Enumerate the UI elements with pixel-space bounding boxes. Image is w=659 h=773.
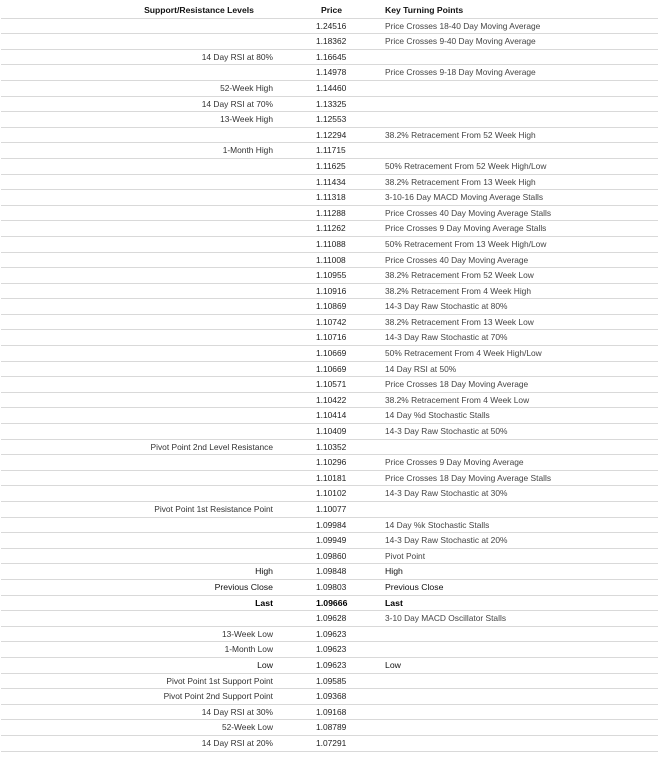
turning-point-cell: 50% Retracement From 52 Week High/Low (360, 158, 658, 174)
spacer-cell (277, 455, 304, 471)
level-cell (1, 533, 277, 549)
table-row (1, 470, 658, 486)
level-cell (1, 611, 277, 627)
turning-point-cell (360, 80, 658, 96)
level-cell (1, 486, 277, 502)
turning-point-cell: 50% Retracement From 13 Week High/Low (360, 236, 658, 252)
level-cell: 1-Month Low (1, 642, 277, 658)
level-cell (1, 18, 277, 34)
spacer-cell (277, 346, 304, 362)
turning-point-cell: 14 Day %k Stochastic Stalls (360, 517, 658, 533)
table-row (1, 268, 658, 284)
turning-point-cell: 14-3 Day Raw Stochastic at 50% (360, 424, 658, 440)
spacer-cell (277, 486, 304, 502)
table-row (1, 502, 658, 518)
turning-point-cell: Price Crosses 18 Day Moving Average (360, 377, 658, 393)
price-cell: 1.11318 (304, 190, 360, 206)
level-cell (1, 455, 277, 471)
price-cell: 1.10869 (304, 299, 360, 315)
spacer-cell (277, 548, 304, 564)
turning-point-cell: 38.2% Retracement From 13 Week Low (360, 314, 658, 330)
spacer-cell (277, 80, 304, 96)
level-cell (1, 205, 277, 221)
table-row (1, 595, 658, 611)
spacer-cell (277, 112, 304, 128)
price-cell: 1.10414 (304, 408, 360, 424)
spacer-cell (277, 579, 304, 595)
spacer-cell (277, 408, 304, 424)
level-cell: Low (1, 657, 277, 673)
spacer-cell (277, 18, 304, 34)
spacer-cell (277, 735, 304, 751)
level-cell (1, 190, 277, 206)
level-cell (1, 408, 277, 424)
spacer-cell (277, 158, 304, 174)
turning-point-cell: Low (360, 657, 658, 673)
spacer-cell (277, 392, 304, 408)
turning-point-cell (360, 642, 658, 658)
table-row (1, 720, 658, 736)
spacer-cell (277, 221, 304, 237)
table-row (1, 657, 658, 673)
price-cell: 1.09623 (304, 626, 360, 642)
turning-point-cell: 14-3 Day Raw Stochastic at 70% (360, 330, 658, 346)
price-cell: 1.11625 (304, 158, 360, 174)
level-cell: 1-Month High (1, 143, 277, 159)
price-cell: 1.11288 (304, 205, 360, 221)
price-cell: 1.08789 (304, 720, 360, 736)
level-cell: 52-Week High (1, 80, 277, 96)
price-cell: 1.14978 (304, 65, 360, 81)
table-row (1, 112, 658, 128)
spacer-cell (277, 642, 304, 658)
table-row (1, 704, 658, 720)
turning-point-cell (360, 673, 658, 689)
spacer-cell (277, 657, 304, 673)
turning-point-cell (360, 49, 658, 65)
price-cell: 1.11262 (304, 221, 360, 237)
price-cell: 1.10181 (304, 470, 360, 486)
price-cell: 1.10716 (304, 330, 360, 346)
level-cell: 14 Day RSI at 30% (1, 704, 277, 720)
level-cell: Pivot Point 2nd Level Resistance (1, 439, 277, 455)
level-cell: 13-Week High (1, 112, 277, 128)
table-row (1, 439, 658, 455)
turning-point-cell (360, 626, 658, 642)
level-cell (1, 127, 277, 143)
price-cell: 1.11088 (304, 236, 360, 252)
table-row (1, 158, 658, 174)
spacer-cell (277, 720, 304, 736)
level-cell (1, 314, 277, 330)
spacer-cell (277, 174, 304, 190)
turning-point-cell: Price Crosses 9 Day Moving Average Stalls (360, 221, 658, 237)
spacer-cell (277, 673, 304, 689)
turning-point-cell: 3-10 Day MACD Oscillator Stalls (360, 611, 658, 627)
spacer-cell (277, 49, 304, 65)
level-cell: 14 Day RSI at 70% (1, 96, 277, 112)
turning-point-cell: 38.2% Retracement From 52 Week Low (360, 268, 658, 284)
spacer-cell (277, 314, 304, 330)
level-cell (1, 330, 277, 346)
level-cell (1, 548, 277, 564)
price-cell: 1.09628 (304, 611, 360, 627)
table-row (1, 80, 658, 96)
table-row (1, 299, 658, 315)
turning-point-cell: Last (360, 595, 658, 611)
spacer-cell (277, 533, 304, 549)
spacer-cell (277, 564, 304, 580)
price-cell: 1.12553 (304, 112, 360, 128)
table-row (1, 65, 658, 81)
turning-point-cell (360, 704, 658, 720)
table-row (1, 455, 658, 471)
spacer-cell (277, 595, 304, 611)
level-cell (1, 221, 277, 237)
price-cell: 1.10077 (304, 502, 360, 518)
turning-point-cell: Price Crosses 9 Day Moving Average (360, 455, 658, 471)
header-levels: Support/Resistance Levels (1, 3, 277, 18)
level-cell: Pivot Point 1st Resistance Point (1, 502, 277, 518)
table-row (1, 174, 658, 190)
spacer-cell (277, 283, 304, 299)
spacer-cell (277, 252, 304, 268)
price-cell: 1.10409 (304, 424, 360, 440)
table-row (1, 424, 658, 440)
turning-point-cell: 14-3 Day Raw Stochastic at 30% (360, 486, 658, 502)
spacer-cell (277, 377, 304, 393)
table-row (1, 548, 658, 564)
table-row (1, 252, 658, 268)
level-cell: Pivot Point 1st Support Point (1, 673, 277, 689)
spacer-cell (277, 626, 304, 642)
table-row (1, 34, 658, 50)
level-cell (1, 174, 277, 190)
price-cell: 1.10669 (304, 361, 360, 377)
price-cell: 1.09666 (304, 595, 360, 611)
spacer-cell (277, 34, 304, 50)
table-row (1, 408, 658, 424)
turning-point-cell: Price Crosses 40 Day Moving Average Stalls (360, 205, 658, 221)
turning-point-cell: 50% Retracement From 4 Week High/Low (360, 346, 658, 362)
price-cell: 1.10571 (304, 377, 360, 393)
level-cell (1, 252, 277, 268)
table-row (1, 346, 658, 362)
table-row (1, 735, 658, 751)
price-cell: 1.24516 (304, 18, 360, 34)
price-cell: 1.10669 (304, 346, 360, 362)
table-row (1, 564, 658, 580)
table-row (1, 283, 658, 299)
price-cell: 1.10916 (304, 283, 360, 299)
table-row (1, 205, 658, 221)
level-cell (1, 158, 277, 174)
table-row (1, 626, 658, 642)
turning-point-cell: Price Crosses 18-40 Day Moving Average (360, 18, 658, 34)
turning-point-cell: 14-3 Day Raw Stochastic at 20% (360, 533, 658, 549)
price-cell: 1.13325 (304, 96, 360, 112)
turning-point-cell: 38.2% Retracement From 13 Week High (360, 174, 658, 190)
level-cell (1, 65, 277, 81)
spacer-cell (277, 190, 304, 206)
turning-point-cell: Price Crosses 9-40 Day Moving Average (360, 34, 658, 50)
price-cell: 1.09623 (304, 657, 360, 673)
spacer-cell (277, 96, 304, 112)
turning-point-cell: 14-3 Day Raw Stochastic at 80% (360, 299, 658, 315)
price-cell: 1.10352 (304, 439, 360, 455)
turning-point-cell (360, 735, 658, 751)
turning-point-cell (360, 689, 658, 705)
spacer-cell (277, 689, 304, 705)
level-cell (1, 470, 277, 486)
spacer-cell (277, 205, 304, 221)
turning-point-cell: 14 Day RSI at 50% (360, 361, 658, 377)
price-cell: 1.09848 (304, 564, 360, 580)
turning-point-cell (360, 720, 658, 736)
turning-point-cell: Previous Close (360, 579, 658, 595)
price-cell: 1.11434 (304, 174, 360, 190)
level-cell: Previous Close (1, 579, 277, 595)
price-cell: 1.09949 (304, 533, 360, 549)
table-row (1, 127, 658, 143)
price-cell: 1.14460 (304, 80, 360, 96)
price-cell: 1.09984 (304, 517, 360, 533)
level-cell: Last (1, 595, 277, 611)
table-row (1, 579, 658, 595)
table-row (1, 143, 658, 159)
table-row (1, 533, 658, 549)
table-row (1, 611, 658, 627)
level-cell (1, 283, 277, 299)
price-cell: 1.10742 (304, 314, 360, 330)
price-cell: 1.09168 (304, 704, 360, 720)
level-cell (1, 361, 277, 377)
spacer-cell (277, 143, 304, 159)
price-cell: 1.07291 (304, 735, 360, 751)
level-cell: Pivot Point 2nd Support Point (1, 689, 277, 705)
level-cell (1, 268, 277, 284)
table-row (1, 236, 658, 252)
price-cell: 1.09623 (304, 642, 360, 658)
spacer-cell (277, 65, 304, 81)
support-resistance-table (1, 3, 658, 752)
table-row (1, 517, 658, 533)
turning-point-cell: 38.2% Retracement From 4 Week Low (360, 392, 658, 408)
price-cell: 1.09803 (304, 579, 360, 595)
table-row (1, 689, 658, 705)
table-header-row (1, 3, 658, 18)
spacer-cell (277, 704, 304, 720)
price-cell: 1.11715 (304, 143, 360, 159)
table-row (1, 392, 658, 408)
table-row (1, 361, 658, 377)
level-cell (1, 377, 277, 393)
table-row (1, 673, 658, 689)
level-cell (1, 299, 277, 315)
level-cell: High (1, 564, 277, 580)
spacer-cell (277, 502, 304, 518)
price-cell: 1.10296 (304, 455, 360, 471)
spacer-cell (277, 439, 304, 455)
table-row (1, 330, 658, 346)
turning-point-cell (360, 96, 658, 112)
price-cell: 1.09585 (304, 673, 360, 689)
turning-point-cell: 3-10-16 Day MACD Moving Average Stalls (360, 190, 658, 206)
level-cell (1, 34, 277, 50)
spacer-cell (277, 611, 304, 627)
table-row (1, 18, 658, 34)
level-cell: 52-Week Low (1, 720, 277, 736)
spacer-cell (277, 268, 304, 284)
spacer-cell (277, 517, 304, 533)
price-cell: 1.10102 (304, 486, 360, 502)
turning-point-cell: 38.2% Retracement From 52 Week High (360, 127, 658, 143)
price-cell: 1.11008 (304, 252, 360, 268)
level-cell: 14 Day RSI at 80% (1, 49, 277, 65)
table-row (1, 190, 658, 206)
spacer-cell (277, 424, 304, 440)
price-cell: 1.12294 (304, 127, 360, 143)
turning-point-cell: 14 Day %d Stochastic Stalls (360, 408, 658, 424)
turning-point-cell (360, 502, 658, 518)
level-cell (1, 392, 277, 408)
header-key-points: Key Turning Points (360, 3, 658, 18)
spacer-cell (277, 299, 304, 315)
turning-point-cell: High (360, 564, 658, 580)
table-row (1, 96, 658, 112)
turning-point-cell: Pivot Point (360, 548, 658, 564)
price-cell: 1.16645 (304, 49, 360, 65)
table-row (1, 221, 658, 237)
table-row (1, 377, 658, 393)
spacer-cell (277, 330, 304, 346)
price-cell: 1.10422 (304, 392, 360, 408)
turning-point-cell: Price Crosses 40 Day Moving Average (360, 252, 658, 268)
table-row (1, 314, 658, 330)
spacer-cell (277, 470, 304, 486)
price-cell: 1.09860 (304, 548, 360, 564)
level-cell: 14 Day RSI at 20% (1, 735, 277, 751)
turning-point-cell: Price Crosses 18 Day Moving Average Stalls (360, 470, 658, 486)
turning-point-cell (360, 112, 658, 128)
price-cell: 1.18362 (304, 34, 360, 50)
level-cell (1, 517, 277, 533)
spacer-cell (277, 236, 304, 252)
table-row (1, 642, 658, 658)
spacer-cell (277, 127, 304, 143)
level-cell (1, 424, 277, 440)
spacer-cell (277, 361, 304, 377)
level-cell: 13-Week Low (1, 626, 277, 642)
price-cell: 1.10955 (304, 268, 360, 284)
table-row (1, 49, 658, 65)
price-cell: 1.09368 (304, 689, 360, 705)
header-price: Price (304, 3, 360, 18)
header-spacer (277, 3, 304, 18)
turning-point-cell (360, 143, 658, 159)
level-cell (1, 346, 277, 362)
turning-point-cell: Price Crosses 9-18 Day Moving Average (360, 65, 658, 81)
turning-point-cell (360, 439, 658, 455)
level-cell (1, 236, 277, 252)
turning-point-cell: 38.2% Retracement From 4 Week High (360, 283, 658, 299)
table-row (1, 486, 658, 502)
